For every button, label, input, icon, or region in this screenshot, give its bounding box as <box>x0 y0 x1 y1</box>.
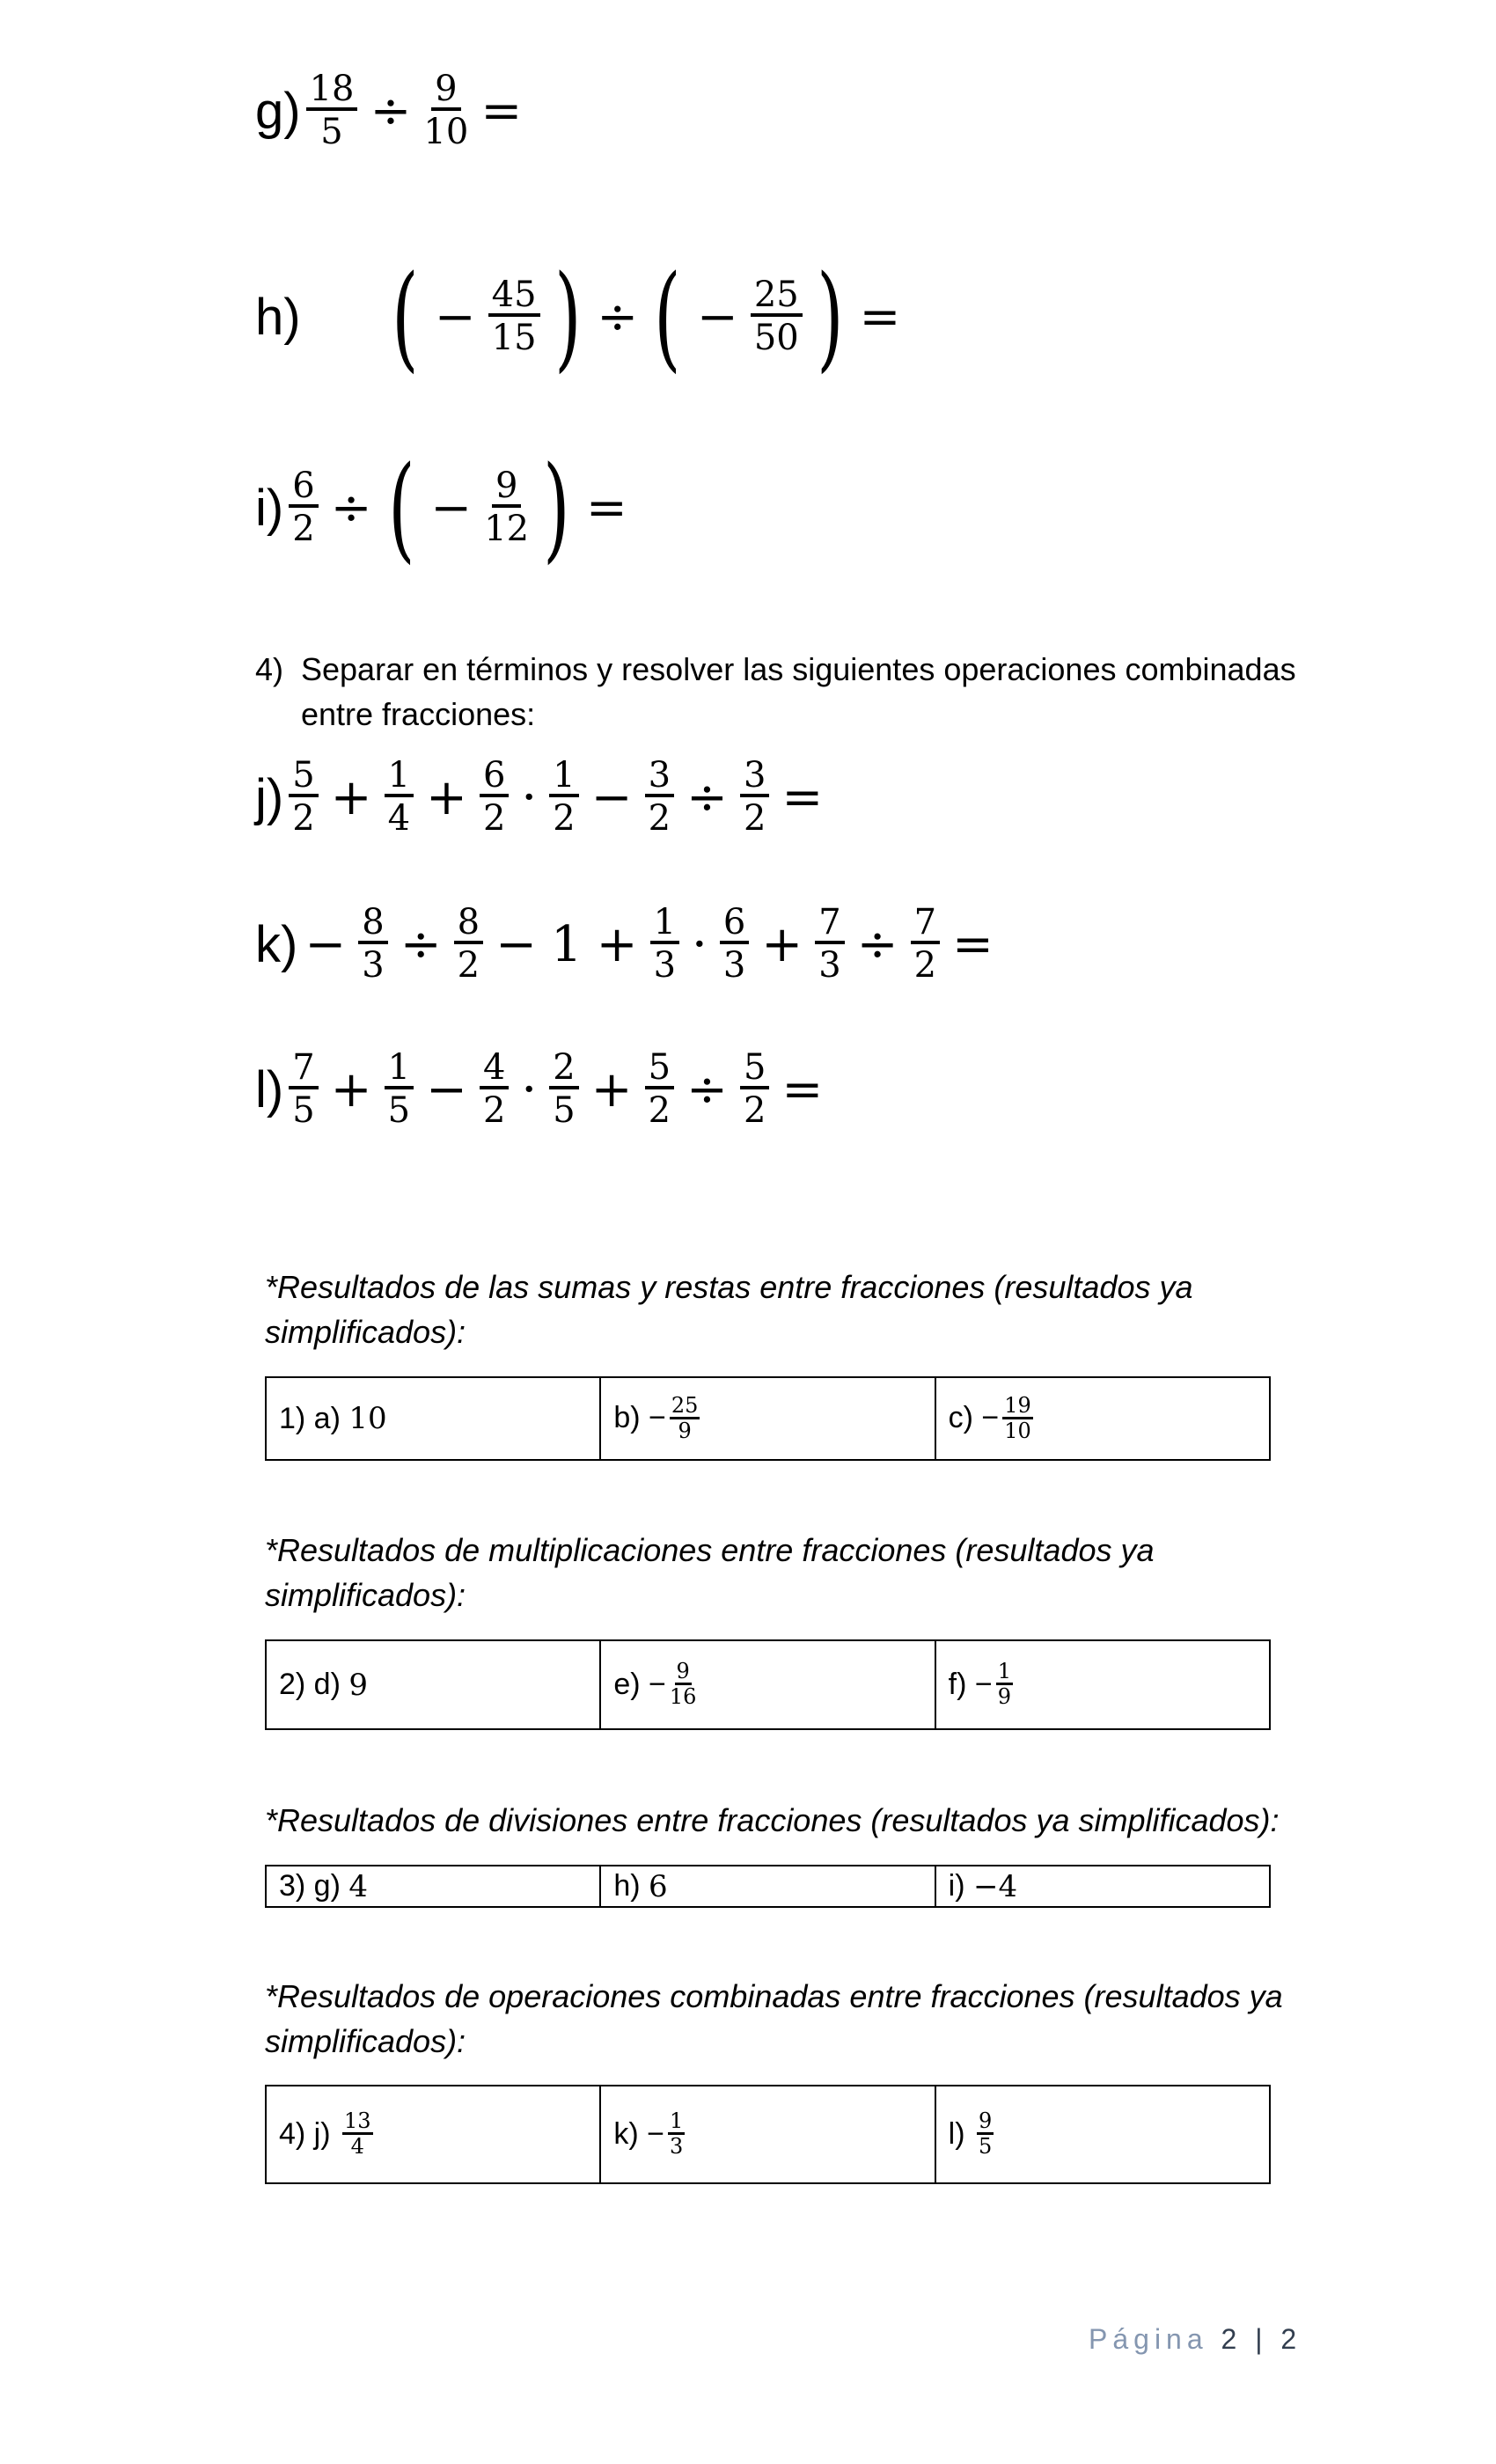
fraction: $\frac{25}{9}$ <box>671 1392 699 1443</box>
operator: + <box>426 768 467 826</box>
operator: = <box>952 915 994 973</box>
operator: = <box>781 768 824 826</box>
exercise-h: h) ( − $\frac{45}{15}$ ) ÷ ( − $\frac{25}{50}$ ) = <box>255 250 901 384</box>
fraction: $\frac{1}{5}$ <box>385 1049 414 1130</box>
fraction: $\frac{3}{2}$ <box>645 757 674 838</box>
result-cell: 4) j) 13 4 <box>266 2086 600 2183</box>
fraction: $\frac{4}{2}$ <box>480 1049 509 1130</box>
exercise-l <box>255 1049 830 1130</box>
table-row <box>266 1866 1270 1907</box>
fraction: $\frac{6}{2}$ <box>480 757 509 838</box>
fraction: $\frac{3}{2}$ <box>740 757 769 838</box>
fraction: $\frac{1}{3}$ <box>669 2108 684 2160</box>
fraction: $\frac{7}{2}$ <box>911 904 940 985</box>
exercise-label: k) <box>255 915 298 973</box>
result-cell: h) 6 <box>600 1866 935 1907</box>
fraction: $\frac{8}{3}$ <box>358 904 387 985</box>
operator: ÷ <box>400 915 442 973</box>
results-title-multiplications: *Resultados de multiplicaciones entre fracciones (resultados ya simplificados): <box>265 1532 1155 1613</box>
result-cell: 1) a) 10 <box>266 1377 600 1460</box>
fraction: $\frac{25}{50}$ <box>751 276 803 357</box>
equals-sign: = <box>859 288 901 346</box>
fraction: 13 4 <box>344 2108 371 2160</box>
operator: · <box>692 915 708 973</box>
operator: + <box>590 1060 633 1118</box>
fraction: $\frac{6}{2}$ <box>289 467 318 548</box>
exercise-label: j) <box>255 768 284 826</box>
fraction: 9 5 <box>978 2108 993 2160</box>
page-footer <box>1089 2323 1302 2356</box>
fraction: $\frac{8}{2}$ <box>454 904 483 985</box>
results-title-divisions: *Resultados de divisiones entre fracciones (resultados ya simplificados): <box>265 1802 1280 1838</box>
result-cell: f) − $\frac{1}{9}$ <box>935 1640 1270 1729</box>
result-cell: k) − $\frac{1}{3}$ <box>600 2086 935 2183</box>
exercise-g <box>255 70 529 151</box>
results-table-divisions <box>265 1865 1271 1908</box>
fraction: $\frac{45}{15}$ <box>488 276 540 357</box>
result-cell: i) −4 <box>935 1866 1270 1907</box>
divide-operator: ÷ <box>330 479 372 537</box>
integer: 1 <box>551 915 583 973</box>
results-table-sums <box>265 1376 1271 1461</box>
operator: − <box>426 1060 467 1118</box>
table-row <box>266 2086 1270 2183</box>
fraction: $\frac{1}{2}$ <box>549 757 578 838</box>
result-cell: c) − $\frac{19}{10}$ <box>935 1377 1270 1460</box>
table-row <box>266 1377 1270 1460</box>
exercise-label: g) <box>255 82 301 140</box>
result-cell: e) − $\frac{9}{16}$ <box>600 1640 935 1729</box>
result-cell: b) − $\frac{25}{9}$ <box>600 1377 935 1460</box>
operator: + <box>330 1060 372 1118</box>
fraction: $\frac{7}{3}$ <box>815 904 844 985</box>
page-number: 2 | 2 <box>1221 2323 1302 2355</box>
operator: = <box>781 1060 824 1118</box>
divide-operator: ÷ <box>370 82 412 140</box>
divide-operator: ÷ <box>597 288 639 346</box>
exercise-label: h) <box>255 288 301 346</box>
operator: − <box>304 915 347 973</box>
fraction: $\frac{2}{5}$ <box>549 1049 578 1130</box>
fraction: $\frac{18}{5}$ <box>306 70 358 151</box>
fraction: $\frac{5}{2}$ <box>740 1049 769 1130</box>
operator: − <box>590 768 633 826</box>
fraction: $\frac{9}{12}$ <box>484 466 530 549</box>
fraction: $\frac{9}{16}$ <box>669 1659 697 1710</box>
result-cell: 2) d) 9 <box>266 1640 600 1729</box>
operator: · <box>521 1060 538 1118</box>
equals-sign: = <box>480 82 523 140</box>
table-row <box>266 1640 1270 1729</box>
fraction: $\frac{19}{10}$ <box>1004 1392 1031 1443</box>
operator: − <box>495 915 537 973</box>
fraction: $\frac{9}{10}$ <box>423 69 469 152</box>
result-cell: l) 9 5 <box>935 2086 1270 2183</box>
operator: ÷ <box>856 915 898 973</box>
operator: · <box>521 768 538 826</box>
operator: + <box>761 915 803 973</box>
exercise-j <box>255 757 830 838</box>
exercise-i: i) $\frac{6}{2}$ ÷ ( − $\frac{9}{12}$ ) = <box>255 441 627 575</box>
fraction: $\frac{7}{5}$ <box>289 1049 318 1130</box>
results-table-multiplications <box>265 1639 1271 1730</box>
operator: ÷ <box>686 768 728 826</box>
fraction: $\frac{6}{3}$ <box>720 904 749 985</box>
fraction: $\frac{1}{4}$ <box>385 757 414 838</box>
exercise-k <box>255 904 1001 985</box>
equals-sign: = <box>585 479 627 537</box>
operator: ÷ <box>686 1060 728 1118</box>
section-4-instruction: 4) Separar en términos y resolver las siguientes operaciones combinadas entre fracciones: <box>255 647 1311 737</box>
section-number: 4) <box>255 651 284 687</box>
results-title-sums: *Resultados de las sumas y restas entre fracciones (resultados ya simplificados): <box>265 1269 1193 1350</box>
exercise-label: i) <box>255 479 284 537</box>
fraction: $\frac{5}{2}$ <box>645 1049 674 1130</box>
results-title-combined: *Resultados de operaciones combinadas entre fracciones (resultados ya simplificados): <box>265 1978 1283 2059</box>
operator: + <box>330 768 372 826</box>
result-cell: 3) g) 4 <box>266 1866 600 1907</box>
exercise-label: l) <box>255 1060 284 1118</box>
operator: + <box>596 915 638 973</box>
fraction: $\frac{1}{3}$ <box>650 904 679 985</box>
results-table-combined <box>265 2085 1271 2184</box>
fraction: $\frac{5}{2}$ <box>289 757 318 838</box>
page-word: Página <box>1089 2323 1208 2355</box>
fraction: $\frac{1}{9}$ <box>997 1659 1012 1710</box>
